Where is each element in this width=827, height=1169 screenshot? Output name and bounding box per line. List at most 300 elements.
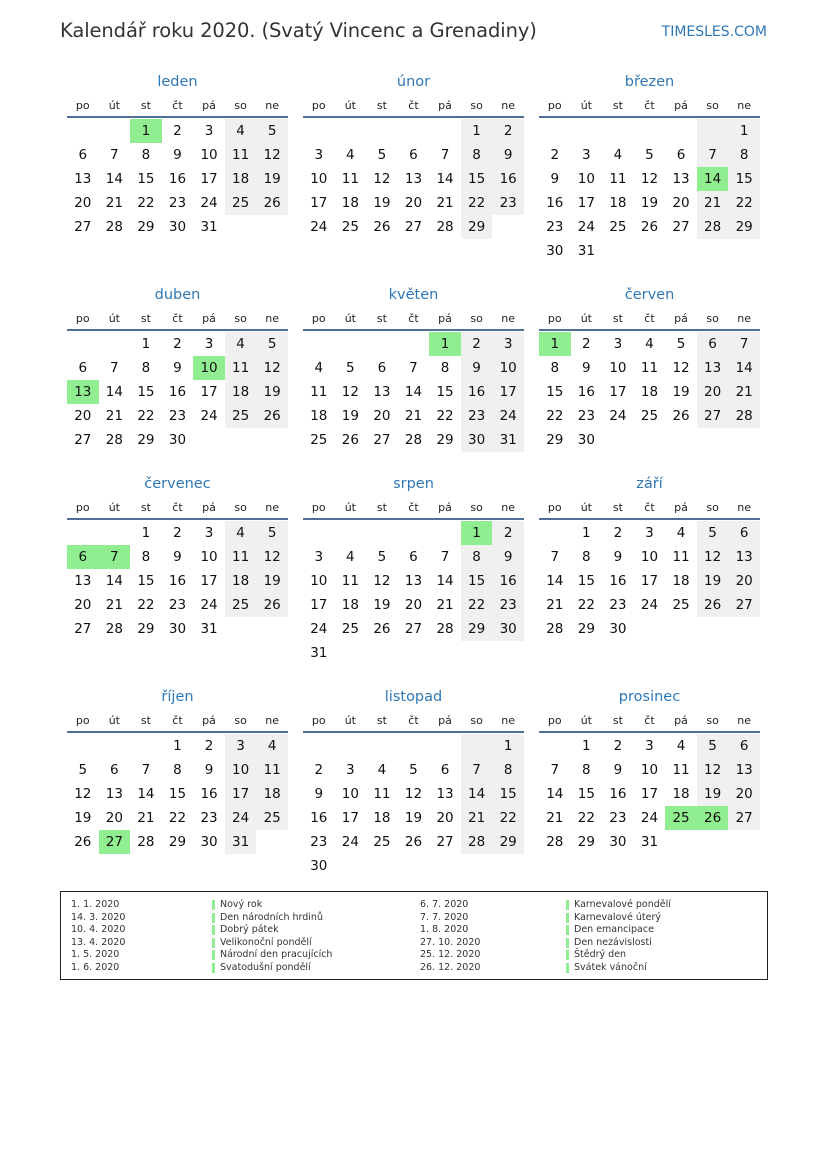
day-cell: 15 xyxy=(492,782,524,806)
empty-cell xyxy=(335,332,367,356)
empty-cell xyxy=(665,617,697,641)
day-cell: 24 xyxy=(310,621,328,637)
empty-cell xyxy=(303,119,335,143)
empty-cell xyxy=(539,521,571,545)
day-cell: 9 xyxy=(582,360,591,376)
day-cell: 25 xyxy=(665,806,697,830)
month-name: listopad xyxy=(384,689,443,705)
day-cell: 2 xyxy=(492,521,524,545)
day-cell: 1 xyxy=(429,332,461,356)
day-grid xyxy=(303,331,524,452)
day-cell: 29 xyxy=(492,830,524,854)
day-grid xyxy=(539,520,760,641)
day-cell: 1 xyxy=(461,119,493,143)
day-cell: 24 xyxy=(341,834,359,850)
day-cell: 11 xyxy=(310,384,328,400)
empty-cell xyxy=(303,521,335,545)
month-2 xyxy=(539,70,760,263)
day-cell: 21 xyxy=(436,195,454,211)
weekday-label: út xyxy=(580,714,592,727)
day-cell: 22 xyxy=(137,408,155,424)
day-cell: 15 xyxy=(461,569,493,593)
day-cell: 25 xyxy=(225,593,257,617)
day-cell: 7 xyxy=(697,143,729,167)
weekday-label: ne xyxy=(737,99,752,112)
empty-cell xyxy=(634,239,666,263)
day-cell: 17 xyxy=(577,195,595,211)
weekday-label: so xyxy=(234,714,247,727)
day-cell: 23 xyxy=(168,597,187,613)
day-cell: 28 xyxy=(137,834,155,850)
day-cell: 3 xyxy=(204,336,214,352)
day-cell: 24 xyxy=(492,404,524,428)
day-cell: 22 xyxy=(461,191,493,215)
day-cell: 15 xyxy=(137,573,155,589)
day-cell: 25 xyxy=(341,219,359,235)
day-cell: 7 xyxy=(728,332,760,356)
day-cell: 24 xyxy=(310,219,328,235)
empty-cell xyxy=(99,521,131,545)
day-cell: 13 xyxy=(404,171,423,187)
day-cell: 20 xyxy=(105,810,123,826)
day-cell: 5 xyxy=(377,147,387,163)
weekday-label: po xyxy=(311,714,326,727)
day-cell: 24 xyxy=(200,408,218,424)
empty-cell xyxy=(366,119,398,143)
legend-date: 13. 4. 2020 xyxy=(71,936,126,948)
weekday-label: st xyxy=(612,501,623,514)
empty-cell xyxy=(634,119,666,143)
day-cell: 26 xyxy=(373,621,391,637)
day-cell: 9 xyxy=(492,143,524,167)
day-cell: 30 xyxy=(168,621,187,637)
weekday-label: pá xyxy=(674,714,688,727)
day-cell: 21 xyxy=(728,380,760,404)
weekday-label: út xyxy=(580,99,592,112)
weekday-label: ne xyxy=(265,501,280,514)
day-cell: 28 xyxy=(697,215,729,239)
day-cell: 1 xyxy=(173,738,182,754)
weekday-label: so xyxy=(470,714,483,727)
day-cell: 29 xyxy=(137,621,155,637)
empty-cell xyxy=(366,521,398,545)
day-cell: 8 xyxy=(141,549,151,565)
weekday-label: po xyxy=(75,312,90,325)
day-cell: 28 xyxy=(461,830,493,854)
weekday-header xyxy=(303,496,524,520)
day-cell: 29 xyxy=(461,617,493,641)
day-cell: 5 xyxy=(645,147,654,163)
day-cell: 10 xyxy=(341,786,359,802)
day-cell: 5 xyxy=(346,360,355,376)
day-cell: 8 xyxy=(173,762,182,778)
day-cell: 18 xyxy=(672,573,690,589)
day-cell: 1 xyxy=(492,734,524,758)
legend-date: 1. 5. 2020 xyxy=(71,949,120,960)
day-cell: 6 xyxy=(78,360,88,376)
day-cell: 23 xyxy=(577,408,595,424)
month-7 xyxy=(303,472,524,665)
day-cell: 29 xyxy=(577,621,595,637)
day-cell: 1 xyxy=(141,525,151,541)
empty-cell xyxy=(99,332,131,356)
day-cell: 13 xyxy=(404,573,423,589)
day-cell: 6 xyxy=(110,762,119,778)
empty-cell xyxy=(335,641,367,665)
month-name: září xyxy=(636,476,663,492)
day-cell: 9 xyxy=(173,360,182,376)
month-3 xyxy=(67,283,288,452)
day-cell: 9 xyxy=(492,545,524,569)
day-cell: 3 xyxy=(492,332,524,356)
day-cell: 12 xyxy=(404,786,423,802)
weekday-label: st xyxy=(376,312,387,325)
day-cell: 6 xyxy=(728,521,760,545)
day-cell: 17 xyxy=(609,384,627,400)
day-cell: 4 xyxy=(256,734,288,758)
weekday-label: st xyxy=(376,99,387,112)
day-cell: 29 xyxy=(137,219,155,235)
weekday-label: so xyxy=(470,312,483,325)
weekday-label: po xyxy=(547,501,562,514)
weekday-label: po xyxy=(75,714,90,727)
day-cell: 31 xyxy=(225,830,257,854)
day-cell: 18 xyxy=(373,810,391,826)
day-cell: 6 xyxy=(697,332,729,356)
day-cell: 21 xyxy=(546,597,564,613)
day-cell: 7 xyxy=(409,360,418,376)
weekday-label: pá xyxy=(202,312,216,325)
day-cell: 19 xyxy=(373,597,391,613)
empty-cell xyxy=(398,119,430,143)
weekday-label: út xyxy=(580,312,592,325)
empty-cell xyxy=(193,428,225,452)
month-name: říjen xyxy=(161,689,194,705)
day-cell: 4 xyxy=(346,549,355,565)
empty-cell xyxy=(728,239,760,263)
empty-cell xyxy=(697,428,729,452)
day-cell: 3 xyxy=(346,762,355,778)
day-grid xyxy=(67,733,288,854)
day-cell: 21 xyxy=(137,810,155,826)
day-cell: 30 xyxy=(609,834,627,850)
day-cell: 3 xyxy=(613,336,623,352)
day-cell: 18 xyxy=(640,384,659,400)
day-cell: 5 xyxy=(256,521,288,545)
weekday-label: st xyxy=(140,99,151,112)
day-cell: 3 xyxy=(582,147,591,163)
day-cell: 7 xyxy=(110,360,119,376)
day-cell: 14 xyxy=(105,384,123,400)
weekday-header xyxy=(67,94,288,118)
day-grid xyxy=(67,118,288,239)
weekday-label: so xyxy=(234,99,247,112)
day-cell: 19 xyxy=(672,384,690,400)
empty-cell xyxy=(429,854,461,878)
weekday-label: ne xyxy=(265,312,280,325)
month-1 xyxy=(303,70,524,239)
day-cell: 3 xyxy=(225,734,257,758)
day-cell: 16 xyxy=(609,786,627,802)
weekday-label: čt xyxy=(644,501,655,514)
day-cell: 1 xyxy=(582,525,591,541)
day-cell: 9 xyxy=(461,356,493,380)
day-cell: 24 xyxy=(200,195,218,211)
month-9 xyxy=(67,685,288,854)
day-cell: 4 xyxy=(645,336,654,352)
day-cell: 16 xyxy=(577,384,595,400)
legend-name: Den nezávislosti xyxy=(574,936,652,948)
empty-cell xyxy=(398,641,430,665)
empty-cell xyxy=(697,239,729,263)
day-cell: 14 xyxy=(137,786,155,802)
day-cell: 15 xyxy=(546,384,564,400)
weekday-label: čt xyxy=(172,714,183,727)
legend-name: Karnevalové pondělí xyxy=(574,899,671,910)
month-name: červenec xyxy=(144,476,211,492)
day-cell: 20 xyxy=(74,408,92,424)
legend-name: Národní den pracujících xyxy=(220,949,333,960)
day-cell: 21 xyxy=(436,597,454,613)
day-cell: 20 xyxy=(436,810,454,826)
empty-cell xyxy=(602,428,634,452)
weekday-label: čt xyxy=(172,501,183,514)
day-cell: 21 xyxy=(105,195,123,211)
day-cell: 21 xyxy=(105,408,123,424)
day-cell: 25 xyxy=(341,621,359,637)
empty-cell xyxy=(225,215,257,239)
day-cell: 13 xyxy=(728,545,760,569)
weekday-label: út xyxy=(344,714,356,727)
day-cell: 16 xyxy=(492,167,524,191)
day-cell: 9 xyxy=(173,147,182,163)
month-name: prosinec xyxy=(618,689,681,705)
day-cell: 11 xyxy=(341,573,359,589)
day-cell: 2 xyxy=(550,147,560,163)
day-cell: 7 xyxy=(550,549,560,565)
day-cell: 24 xyxy=(225,806,257,830)
day-cell: 5 xyxy=(676,336,686,352)
day-cell: 2 xyxy=(613,738,623,754)
day-cell: 20 xyxy=(728,569,760,593)
day-cell: 23 xyxy=(461,404,493,428)
empty-cell xyxy=(429,119,461,143)
legend-markers-right xyxy=(566,900,569,974)
empty-cell xyxy=(335,854,367,878)
day-cell: 15 xyxy=(577,573,595,589)
day-cell: 23 xyxy=(492,593,524,617)
weekday-label: so xyxy=(234,312,247,325)
day-cell: 9 xyxy=(550,171,560,187)
day-cell: 19 xyxy=(697,782,729,806)
empty-cell xyxy=(728,830,760,854)
day-cell: 12 xyxy=(697,545,729,569)
day-cell: 14 xyxy=(105,573,123,589)
legend-date: 25. 12. 2020 xyxy=(420,949,481,960)
day-cell: 16 xyxy=(168,384,187,400)
day-cell: 8 xyxy=(461,143,493,167)
day-cell: 2 xyxy=(613,525,623,541)
day-cell: 21 xyxy=(404,408,423,424)
day-cell: 27 xyxy=(74,621,92,637)
day-cell: 12 xyxy=(640,171,659,187)
legend-names-left xyxy=(220,899,332,974)
month-5 xyxy=(539,283,760,452)
holiday-legend xyxy=(60,891,768,980)
day-cell: 17 xyxy=(640,573,659,589)
empty-cell xyxy=(461,641,493,665)
weekday-label: pá xyxy=(674,99,688,112)
brand-link[interactable]: TIMESLES.COM xyxy=(661,24,767,40)
day-cell: 30 xyxy=(200,834,218,850)
empty-cell xyxy=(398,332,430,356)
day-cell: 10 xyxy=(225,758,257,782)
day-grid xyxy=(303,520,524,665)
day-cell: 23 xyxy=(609,810,627,826)
empty-cell xyxy=(366,854,398,878)
day-cell: 3 xyxy=(204,525,214,541)
day-cell: 26 xyxy=(373,219,391,235)
day-cell: 10 xyxy=(200,147,218,163)
day-cell: 27 xyxy=(436,834,454,850)
weekday-label: pá xyxy=(202,99,216,112)
day-cell: 17 xyxy=(492,380,524,404)
day-cell: 1 xyxy=(582,738,591,754)
legend-name: Velikonoční pondělí xyxy=(220,936,312,948)
day-cell: 15 xyxy=(436,384,454,400)
day-cell: 16 xyxy=(168,171,187,187)
day-cell: 12 xyxy=(74,786,92,802)
day-cell: 4 xyxy=(613,147,623,163)
day-cell: 22 xyxy=(137,597,155,613)
day-cell: 7 xyxy=(440,147,450,163)
day-cell: 2 xyxy=(204,738,214,754)
day-cell: 5 xyxy=(377,549,387,565)
day-cell: 11 xyxy=(225,356,257,380)
day-cell: 1 xyxy=(141,336,151,352)
weekday-label: čt xyxy=(644,312,655,325)
day-cell: 24 xyxy=(640,810,659,826)
day-cell: 25 xyxy=(373,834,391,850)
legend-name: Svátek vánoční xyxy=(574,961,647,973)
day-grid xyxy=(303,733,524,878)
day-cell: 28 xyxy=(404,432,423,448)
day-cell: 8 xyxy=(141,147,151,163)
day-cell: 23 xyxy=(168,408,187,424)
day-cell: 20 xyxy=(672,195,690,211)
day-cell: 6 xyxy=(409,549,418,565)
day-cell: 31 xyxy=(492,428,524,452)
weekday-label: ne xyxy=(501,714,516,727)
empty-cell xyxy=(665,428,697,452)
day-cell: 22 xyxy=(436,408,454,424)
day-cell: 30 xyxy=(577,432,595,448)
day-cell: 29 xyxy=(577,834,595,850)
day-cell: 12 xyxy=(256,356,288,380)
day-cell: 28 xyxy=(105,432,123,448)
day-cell: 2 xyxy=(582,336,591,352)
day-cell: 12 xyxy=(256,545,288,569)
weekday-label: ne xyxy=(737,312,752,325)
day-cell: 31 xyxy=(640,834,659,850)
day-cell: 3 xyxy=(645,525,654,541)
day-cell: 16 xyxy=(310,810,328,826)
month-11 xyxy=(539,685,760,854)
day-cell: 21 xyxy=(697,191,729,215)
day-cell: 25 xyxy=(225,404,257,428)
weekday-label: út xyxy=(344,99,356,112)
day-cell: 11 xyxy=(373,786,391,802)
day-cell: 26 xyxy=(672,408,690,424)
weekday-label: pá xyxy=(438,501,452,514)
empty-cell xyxy=(602,119,634,143)
day-cell: 27 xyxy=(99,830,131,854)
weekday-label: po xyxy=(75,501,90,514)
legend-date: 1. 1. 2020 xyxy=(71,899,120,910)
day-cell: 9 xyxy=(613,762,623,778)
day-cell: 13 xyxy=(436,786,454,802)
empty-cell xyxy=(697,119,729,143)
day-cell: 7 xyxy=(141,762,151,778)
day-cell: 29 xyxy=(461,215,493,239)
day-cell: 6 xyxy=(440,762,450,778)
legend-date: 7. 7. 2020 xyxy=(420,911,469,923)
weekday-header xyxy=(67,709,288,733)
empty-cell xyxy=(665,830,697,854)
day-cell: 4 xyxy=(676,525,686,541)
day-cell: 15 xyxy=(728,167,760,191)
weekday-label: po xyxy=(547,312,562,325)
day-cell: 26 xyxy=(640,219,659,235)
weekday-label: po xyxy=(311,312,326,325)
day-cell: 31 xyxy=(200,621,218,637)
day-cell: 13 xyxy=(74,573,92,589)
weekday-header xyxy=(67,496,288,520)
day-cell: 16 xyxy=(461,380,493,404)
weekday-label: čt xyxy=(644,714,655,727)
month-4 xyxy=(303,283,524,452)
day-grid xyxy=(539,733,760,854)
day-cell: 21 xyxy=(461,806,493,830)
empty-cell xyxy=(256,428,288,452)
day-cell: 8 xyxy=(461,545,493,569)
weekday-label: pá xyxy=(438,714,452,727)
day-cell: 10 xyxy=(310,573,328,589)
weekday-label: pá xyxy=(674,312,688,325)
weekday-label: st xyxy=(140,714,151,727)
day-cell: 2 xyxy=(173,123,182,139)
day-cell: 28 xyxy=(436,219,454,235)
day-cell: 25 xyxy=(672,597,690,613)
empty-cell xyxy=(398,734,430,758)
weekday-label: čt xyxy=(644,99,655,112)
day-cell: 20 xyxy=(728,782,760,806)
day-cell: 15 xyxy=(168,786,187,802)
empty-cell xyxy=(492,215,524,239)
day-cell: 27 xyxy=(74,432,92,448)
day-cell: 2 xyxy=(461,332,493,356)
day-cell: 25 xyxy=(225,191,257,215)
day-cell: 10 xyxy=(577,171,595,187)
weekday-label: pá xyxy=(438,99,452,112)
weekday-label: st xyxy=(140,312,151,325)
day-cell: 20 xyxy=(697,380,729,404)
weekday-label: út xyxy=(580,501,592,514)
day-cell: 4 xyxy=(314,360,324,376)
month-10 xyxy=(303,685,524,878)
day-cell: 29 xyxy=(728,215,760,239)
day-cell: 24 xyxy=(640,597,659,613)
